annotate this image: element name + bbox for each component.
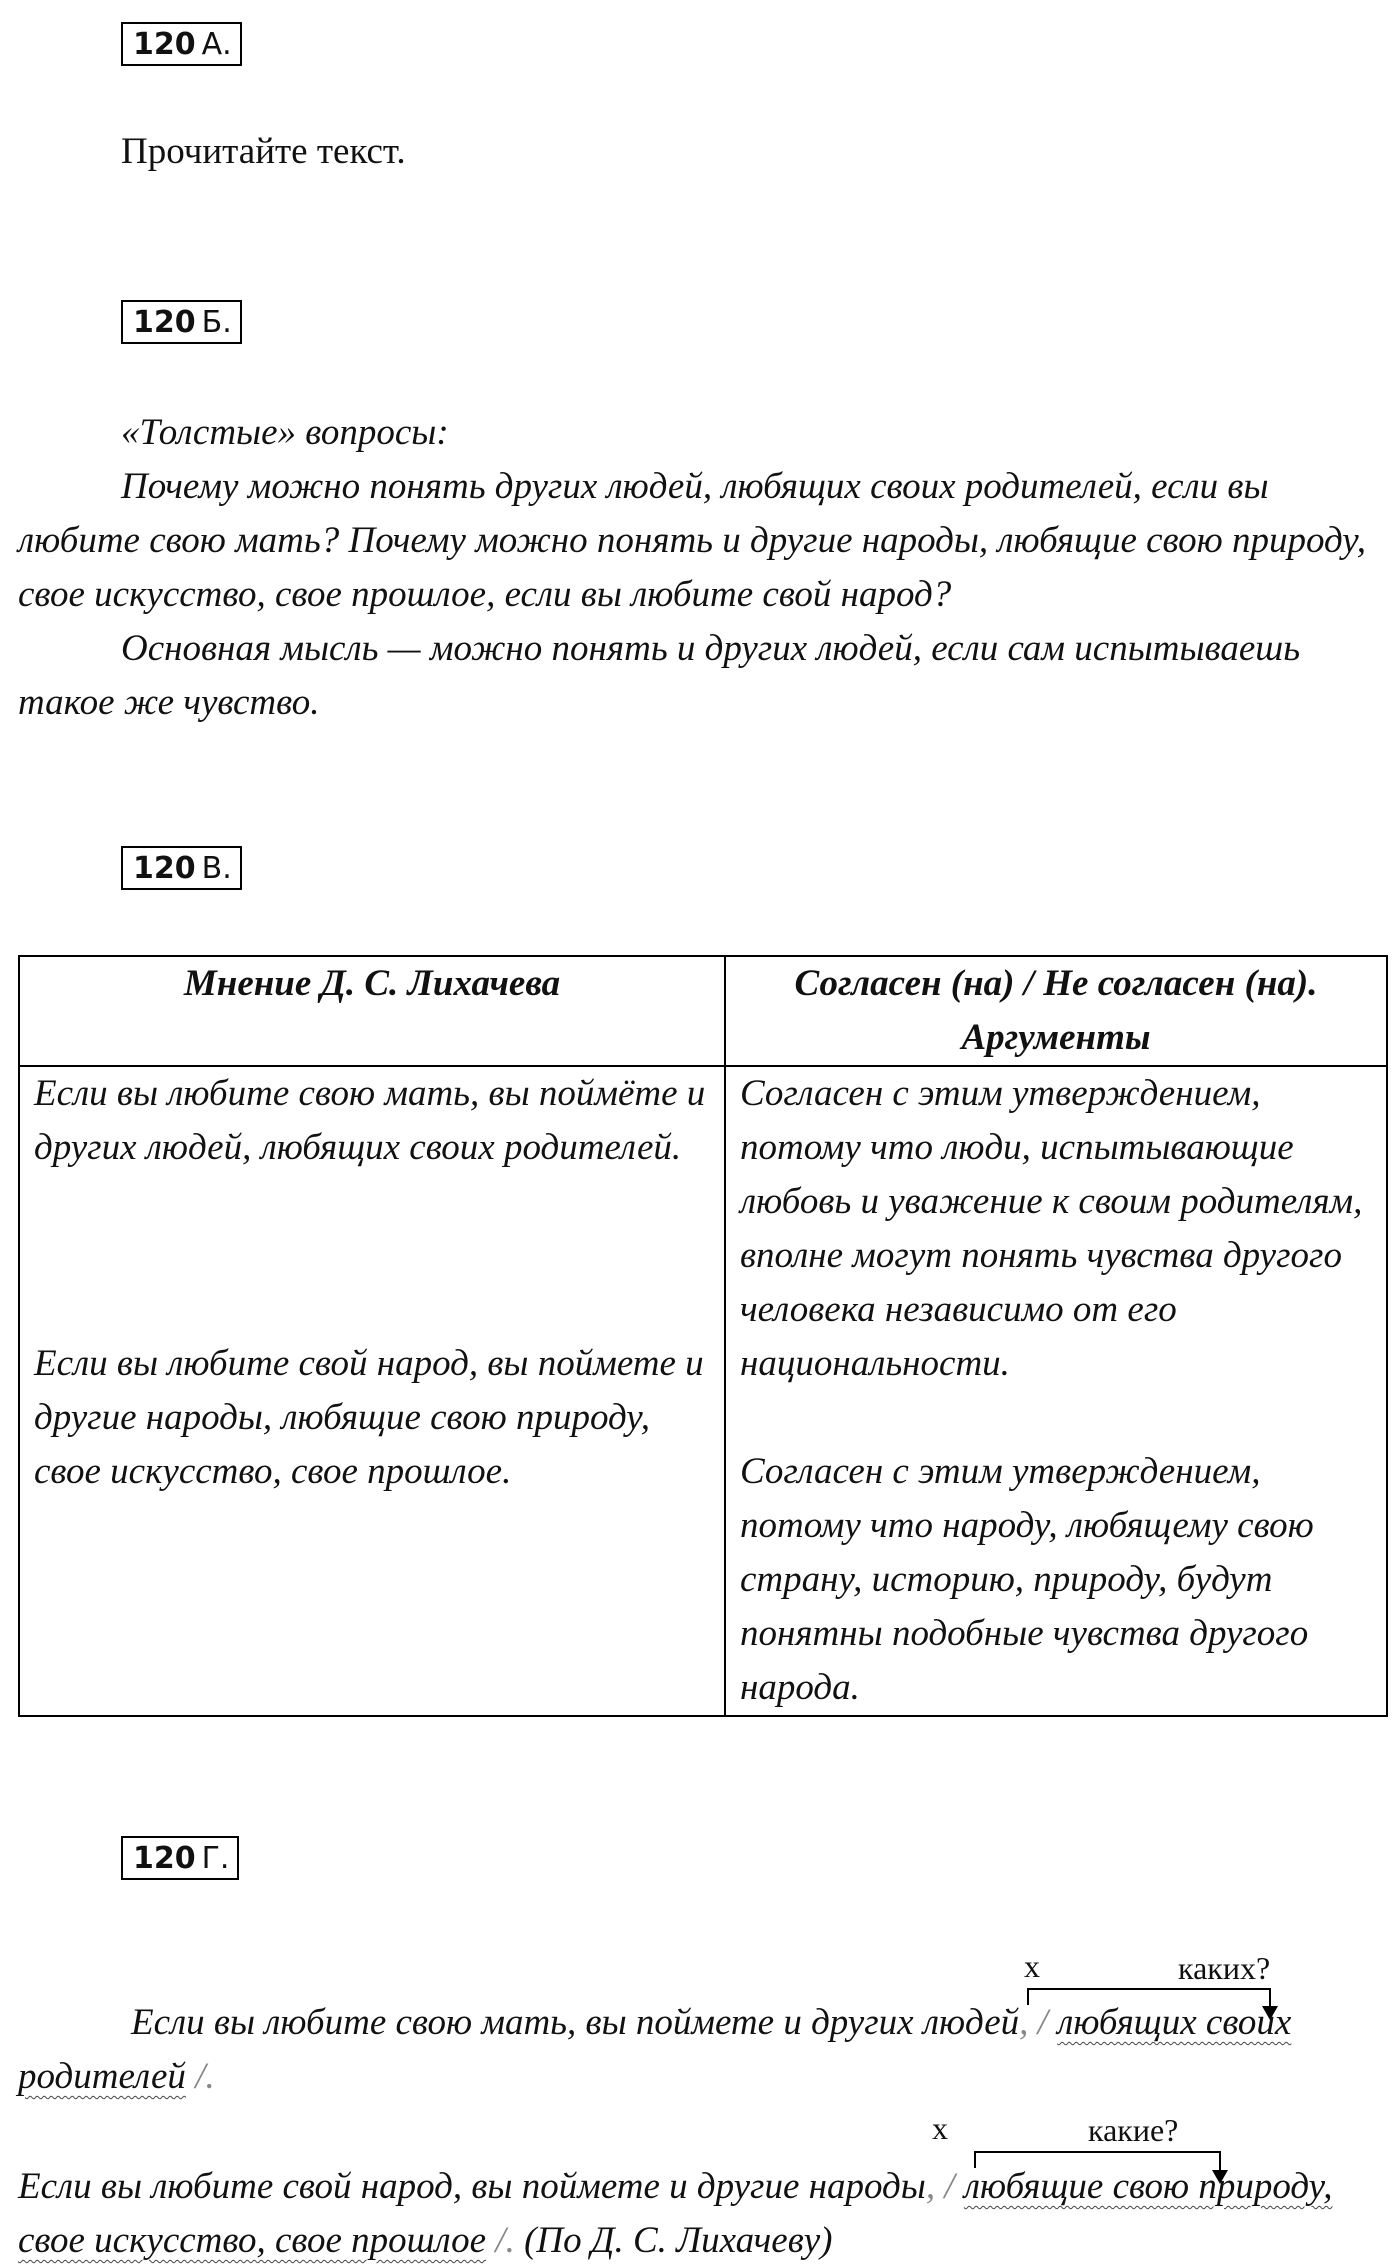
defined-word-mark: х [1024, 1948, 1040, 1984]
defined-word-mark: х [932, 2110, 948, 2146]
table-header: Согласен (на) / Не согласен (на). Аргументы [725, 956, 1387, 1066]
question-label: какие? [1088, 2112, 1179, 2148]
opinion-text: Если вы любите свой народ, вы поймете и другие народы, любящие свою природу, свое искусство, свое прошлое. [34, 1343, 704, 1492]
exercise-number: 120 [133, 26, 196, 62]
questions-heading: «Толстые» вопросы: [121, 412, 449, 453]
exercise-letter: А. [201, 26, 232, 62]
argument-text: Согласен с этим утверждением, потому что народу, любящему свою страну, историю, природу, будут понятны подобные чувства другого народа. [740, 1451, 1314, 1708]
questions-paragraph: Почему можно понять других людей, любящих своих родителей, если вы любите свою мать? Почему можно понять и другие народы, любящие свою природу, свое искусство, свое прошлое, если вы любите свой народ? [18, 466, 1367, 615]
instruction-text: Прочитайте текст. [121, 131, 406, 172]
source-citation: (По Д. С. Лихачеву) [514, 2220, 833, 2261]
participial-phrase: любящих своих родителей [18, 2002, 1292, 2097]
sentence-1: Если вы любите свою мать, вы поймете и других людей, / любящих своих родителей /. [18, 2002, 1292, 2097]
argument-text: Согласен с этим утверждением, потому что люди, испытывающие любовь и уважение к своим родителям, вполне могут понять чувства другого человека независимо от его национальности. [740, 1073, 1363, 1384]
exercise-number: 120 [133, 304, 196, 340]
opinion-text: Если вы любите свою мать, вы поймёте и других людей, любящих своих родителей. [34, 1073, 706, 1168]
exercise-number: 120 [133, 850, 196, 886]
question-label: каких? [1178, 1950, 1271, 1986]
exercise-number: 120 [133, 1840, 196, 1876]
exercise-letter: Г. [201, 1840, 230, 1876]
exercise-letter: В. [201, 850, 232, 886]
exercise-letter: Б. [201, 304, 232, 340]
participial-phrase: любящие свою природу, свое искусство, свое прошлое [18, 2166, 1333, 2261]
table-header: Мнение Д. С. Лихачева [19, 956, 725, 1066]
sentence-2: Если вы любите свой народ, вы поймете и другие народы, / любящие свою природу, свое искусство, свое прошлое /. (По Д. С. Лихачеву) [18, 2166, 1333, 2261]
main-idea-paragraph: Основная мысль — можно понять и других людей, если сам испытываешь такое же чувство. [18, 628, 1301, 723]
